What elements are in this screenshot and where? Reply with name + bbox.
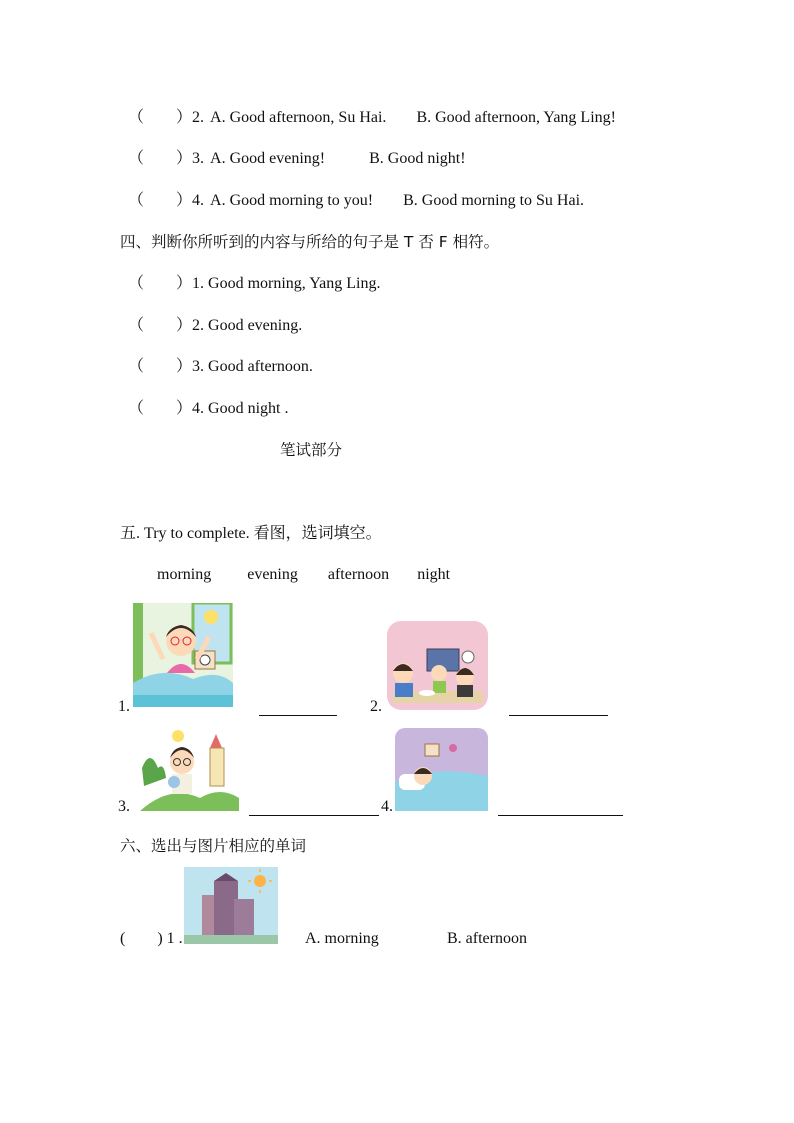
option-b: B. Good afternoon, Yang Ling! [416, 109, 616, 126]
item-number: 2. [192, 109, 205, 126]
section5-heading: 五. Try to complete. 看图，选词填空。 [120, 525, 382, 542]
answer-paren[interactable]: （ ） [128, 150, 193, 167]
item-text: 2. Good evening. [192, 317, 303, 334]
picture-label-2: 2. [370, 698, 382, 715]
s6-item-1 [120, 929, 183, 949]
option-a: A. Good morning to you! [210, 192, 374, 209]
s3-item-4 [128, 191, 584, 211]
answer-paren[interactable]: （ ） [128, 109, 193, 126]
picture-night-sleeping [395, 728, 488, 811]
section6-heading: 六、选出与图片相应的单词 [120, 837, 307, 855]
night-sleeping-illustration [395, 728, 488, 811]
word-evening: evening [247, 566, 298, 583]
item-text: 1. Good morning, Yang Ling. [192, 275, 381, 292]
picture-label-1: 1. [118, 698, 130, 715]
option-b: B. Good morning to Su Hai. [403, 192, 585, 209]
item-number: 3. [192, 150, 205, 167]
word-night: night [417, 566, 451, 583]
answer-paren[interactable]: （ ） [128, 192, 193, 209]
answer-blank-1[interactable] [259, 715, 337, 716]
answer-paren[interactable]: ( ) [120, 930, 163, 947]
item-text: 4. Good night . [192, 400, 289, 417]
s4-item-1 [128, 274, 380, 294]
picture-label-4: 4. [381, 798, 393, 815]
picture-afternoon-girl [140, 728, 239, 811]
answer-paren[interactable]: （ ） [128, 400, 193, 417]
option-b: B. Good night! [369, 150, 466, 167]
section4-heading: 四、判断你所听到的内容与所给的句子是 T 否 F 相符。 [120, 233, 500, 251]
morning-girl-illustration [133, 603, 233, 707]
answer-paren[interactable]: （ ） [128, 317, 193, 334]
written-part-title: 笔试部分 [280, 441, 343, 459]
picture-morning-girl [133, 603, 233, 707]
s3-item-2 [128, 108, 616, 128]
s4-item-2 [128, 316, 302, 336]
word-afternoon: afternoon [327, 566, 390, 583]
answer-paren[interactable]: （ ） [128, 275, 193, 292]
picture-label-3: 3. [118, 798, 130, 815]
item-number: 4. [192, 192, 205, 209]
s4-item-4 [128, 399, 288, 419]
picture-evening-family [387, 621, 488, 710]
afternoon-girl-illustration [140, 728, 239, 811]
answer-blank-2[interactable] [509, 715, 608, 716]
option-a: A. Good evening! [210, 150, 326, 167]
s3-item-3 [128, 149, 466, 169]
option-a: A. Good afternoon, Su Hai. [210, 109, 387, 126]
s6-option-b: B. afternoon [447, 930, 527, 947]
answer-blank-3[interactable] [249, 815, 379, 816]
s6-option-a: A. morning [305, 930, 379, 947]
picture-city-sun [184, 867, 278, 944]
answer-blank-4[interactable] [498, 815, 623, 816]
item-number: 1 . [166, 930, 183, 947]
city-sun-illustration [184, 867, 278, 944]
word-bank [157, 565, 450, 585]
item-text: 3. Good afternoon. [192, 358, 313, 375]
word-morning: morning [157, 566, 212, 583]
s4-item-3 [128, 357, 313, 377]
answer-paren[interactable]: （ ） [128, 358, 193, 375]
evening-family-illustration [387, 621, 488, 710]
